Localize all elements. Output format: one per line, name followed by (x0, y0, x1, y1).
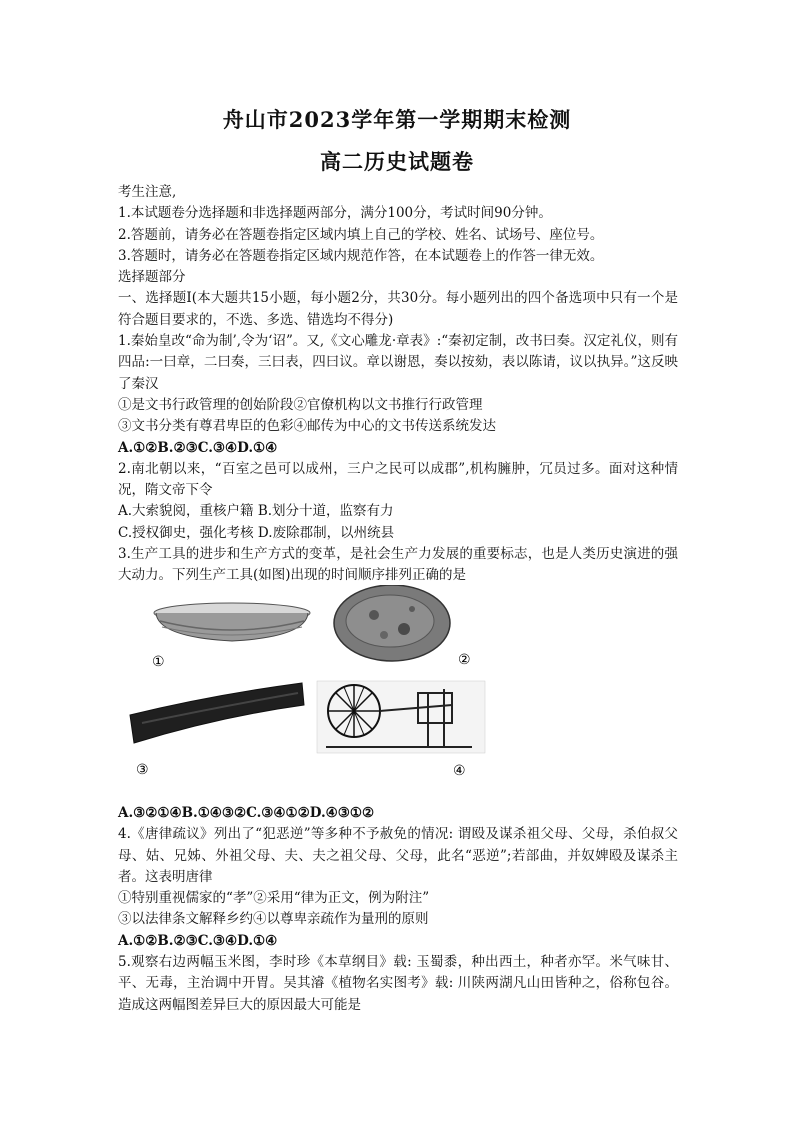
exam-body-lower (118, 803, 678, 1016)
notice-heading: 考生注意, (118, 184, 177, 200)
q3-tools-figure (122, 585, 497, 795)
q2-choices-line-1: A.大索貌阅，重核户籍 B.划分十道，监察有力 (118, 503, 394, 520)
tool-3-image (130, 683, 304, 778)
q4-option-line-2: ③以法律条文解释乡约④以尊卑亲疏作为量刑的原则 (118, 911, 429, 928)
exam-title: 舟山市2023学年第一学期期末检测 (222, 107, 572, 132)
notice-item-3: 3.答题时，请务必在答题卷指定区域内规范作答，在本试题卷上的作答一律无效。 (118, 247, 604, 264)
notice-item-2: 2.答题前，请务必在答题卷指定区域内填上自己的学校、姓名、试场号、座位号。 (118, 226, 604, 243)
q1-choices: A.①②B.②③C.③④D.①④ (118, 439, 278, 456)
tools-figure-svg (122, 585, 497, 795)
q4-option-line-1: ①特别重视儒家的“孝”②采用“律为正文，例为附注” (118, 890, 430, 907)
q4-choices: A.①②B.②③C.③④D.①④ (118, 932, 278, 949)
q1-stem: 1.秦始皇改“命为制’,令为‘诏”。又,《文心雕龙·章表》:“秦初定制，改书曰奏。汉定礼仪，则有四品:一曰章，二曰奏，三曰表，四曰议。章以谢恩，奏以按劾，表以陈请，议以执异。”这反映了秦汉 (118, 333, 678, 392)
tool-2-image (334, 585, 471, 668)
tool-3-label: ③ (136, 762, 149, 778)
tool-2-label: ② (458, 652, 471, 668)
q1-option-line-1: ①是文书行政管理的创始阶段②官僚机构以文书推行行政管理 (118, 396, 483, 413)
exam-subtitle: 高二历史试题卷 (320, 149, 474, 174)
tool-1-image (152, 603, 310, 670)
notice-item-1: 1.本试题卷分选择题和非选择题两部分，满分100分，考试时间90分钟。 (118, 205, 552, 222)
q1-option-line-2: ③文书分类有尊君卑臣的色彩④邮传为中心的文书传送系统发达 (118, 418, 496, 435)
tool-1-label: ① (152, 654, 165, 670)
q2-stem: 2.南北朝以来，“百室之邑可以成州，三户之民可以成郡”,机构臃肿，冗员过多。面对这种情况，隋文帝下令 (118, 460, 678, 499)
exam-body (118, 182, 678, 587)
q3-choices: A.③②①④B.①④③②C.③④①②D.④③①② (118, 805, 375, 821)
tool-4-label: ④ (453, 763, 466, 779)
q5-stem: 5.观察右边两幅玉米图，李时珍《本草纲目》载: 玉蜀黍，种出西土，种者亦罕。米气味甘、平、无毒，主治调中开胃。吴其濬《植物名实图考》载: 川陕两湖凡山田皆种之，俗称包谷。造成这两幅图差异巨大的原因最大可能是 (118, 954, 678, 1013)
q3-stem: 3.生产工具的进步和生产方式的变革，是社会生产力发展的重要标志，也是人类历史演进的强大动力。下列生产工具(如图)出现的时间顺序排列正确的是 (118, 546, 678, 584)
tool-4-image (317, 681, 485, 779)
q2-choices-line-2: C.授权御史，强化考核 D.废除郡制，以州统县 (118, 524, 395, 541)
section-instruction: 一、选择题I(本大题共15小题，每小题2分，共30分。每小题列出的四个备选项中只有一个是符合题目要求的，不选、多选、错选均不得分) (118, 290, 678, 328)
section-label: 选择题部分 (118, 269, 186, 286)
q4-stem: 4.《唐律疏议》列出了“犯恶逆”等多种不予赦免的情况: 谓殴及谋杀祖父母、父母，杀伯叔父母、姑、兄姊、外祖父母、夫、夫之祖父母、父母，此名“恶逆”;若部曲，并奴婢殴及谋杀主者。这表明唐律 (118, 826, 678, 885)
